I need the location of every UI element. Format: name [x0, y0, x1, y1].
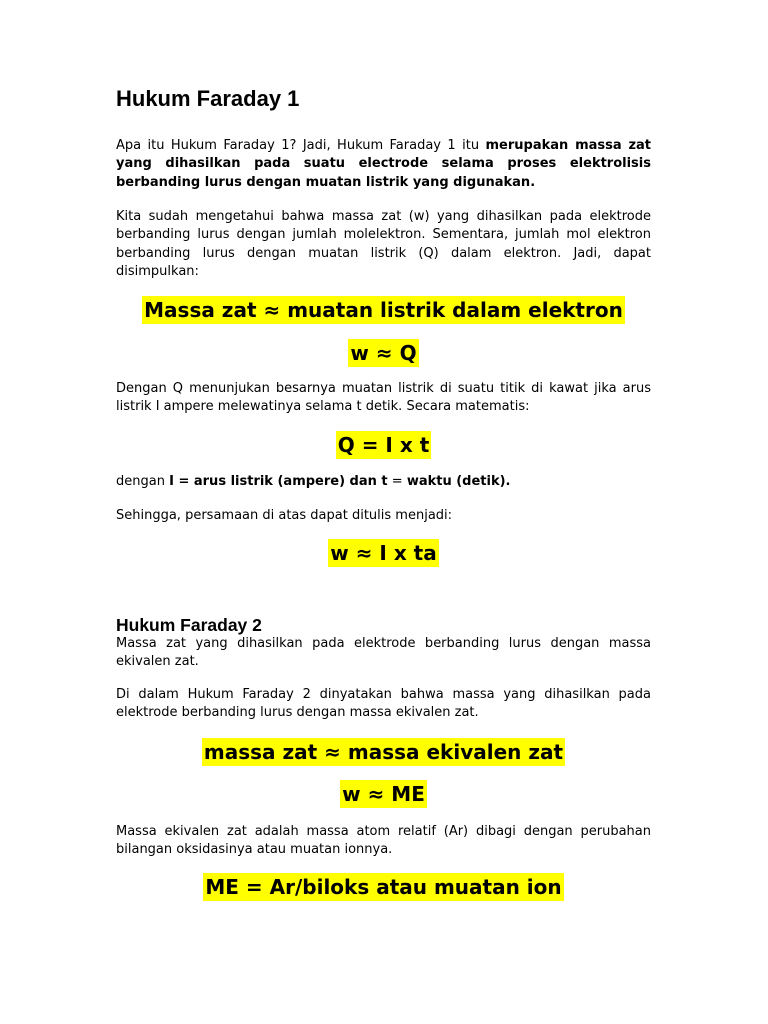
highlighted-formula: w ≈ I x ta — [330, 541, 437, 565]
section1-conclusion-paragraph: Sehingga, persamaan di atas dapat ditulis menjadi: — [116, 508, 453, 523]
highlighted-formula: ME = Ar/biloks atau muatan ion — [205, 875, 562, 899]
section2-me-paragraph: Massa ekivalen zat adalah massa atom relatif (Ar) dibagi dengan perubahan bilangan oksidasinya atau muatan ionnya. — [116, 824, 651, 858]
formula-w-q — [116, 339, 651, 367]
variable-t-desc-bold: waktu (detik). — [406, 474, 511, 489]
section2-explanation-paragraph: Di dalam Hukum Faraday 2 dinyatakan bahwa massa yang dihasilkan pada elektrode berbanding lurus dengan massa ekivalen zat. — [116, 687, 651, 721]
variable-i-desc-bold: arus listrik (ampere) dan t — [193, 474, 388, 489]
section1-explanation-paragraph: Kita sudah mengetahui bahwa massa zat (w) yang dihasilkan pada elektrode berbanding lurus dengan jumlah molelektron. Sementara, jumlah mol elektron berbanding lurus dengan muatan listrik (Q) dalam elektron. Jadi, dapat disimpulkan: — [116, 209, 651, 279]
formula-massa-ekivalen — [116, 738, 651, 766]
section1-q-paragraph: Dengan Q menunjukan besarnya muatan listrik di suatu titik di kawat jika arus listrik I ampere melewatinya selama t detik. Secara matematis: — [116, 381, 651, 415]
highlighted-formula: massa zat ≈ massa ekivalen zat — [203, 740, 564, 764]
formula-me-ar-biloks — [116, 873, 651, 901]
formula-w-me — [116, 780, 651, 808]
section1-variables-paragraph — [116, 473, 651, 491]
section1-intro-paragraph — [116, 137, 651, 192]
section2-intro-paragraph: Massa zat yang dihasilkan pada elektrode berbanding lurus dengan massa ekivalen zat. — [116, 636, 651, 670]
section2-heading: Hukum Faraday 2 — [116, 615, 262, 635]
highlighted-formula: w ≈ Q — [350, 341, 417, 365]
intro-text: Apa itu Hukum Faraday 1? Jadi, Hukum Faraday 1 itu — [116, 138, 486, 153]
formula-q-i-t — [116, 431, 651, 459]
highlighted-formula: Massa zat ≈ muatan listrik dalam elektron — [144, 298, 623, 322]
variables-text: dengan — [116, 474, 170, 489]
formula-w-i-t-a — [116, 539, 651, 567]
section1-heading: Hukum Faraday 1 — [116, 86, 300, 111]
intro-definition-bold: merupakan massa zat yang dihasilkan pada suatu electrode selama proses elektrolisis berbanding lurus dengan muatan listrik yang digunakan. — [116, 138, 652, 190]
highlighted-formula: Q = I x t — [337, 433, 430, 457]
equals-text: = — [387, 474, 407, 489]
highlighted-formula: w ≈ ME — [342, 782, 425, 806]
variable-i-bold: I = — [169, 474, 194, 489]
formula-massa-zat-muatan — [116, 296, 651, 324]
